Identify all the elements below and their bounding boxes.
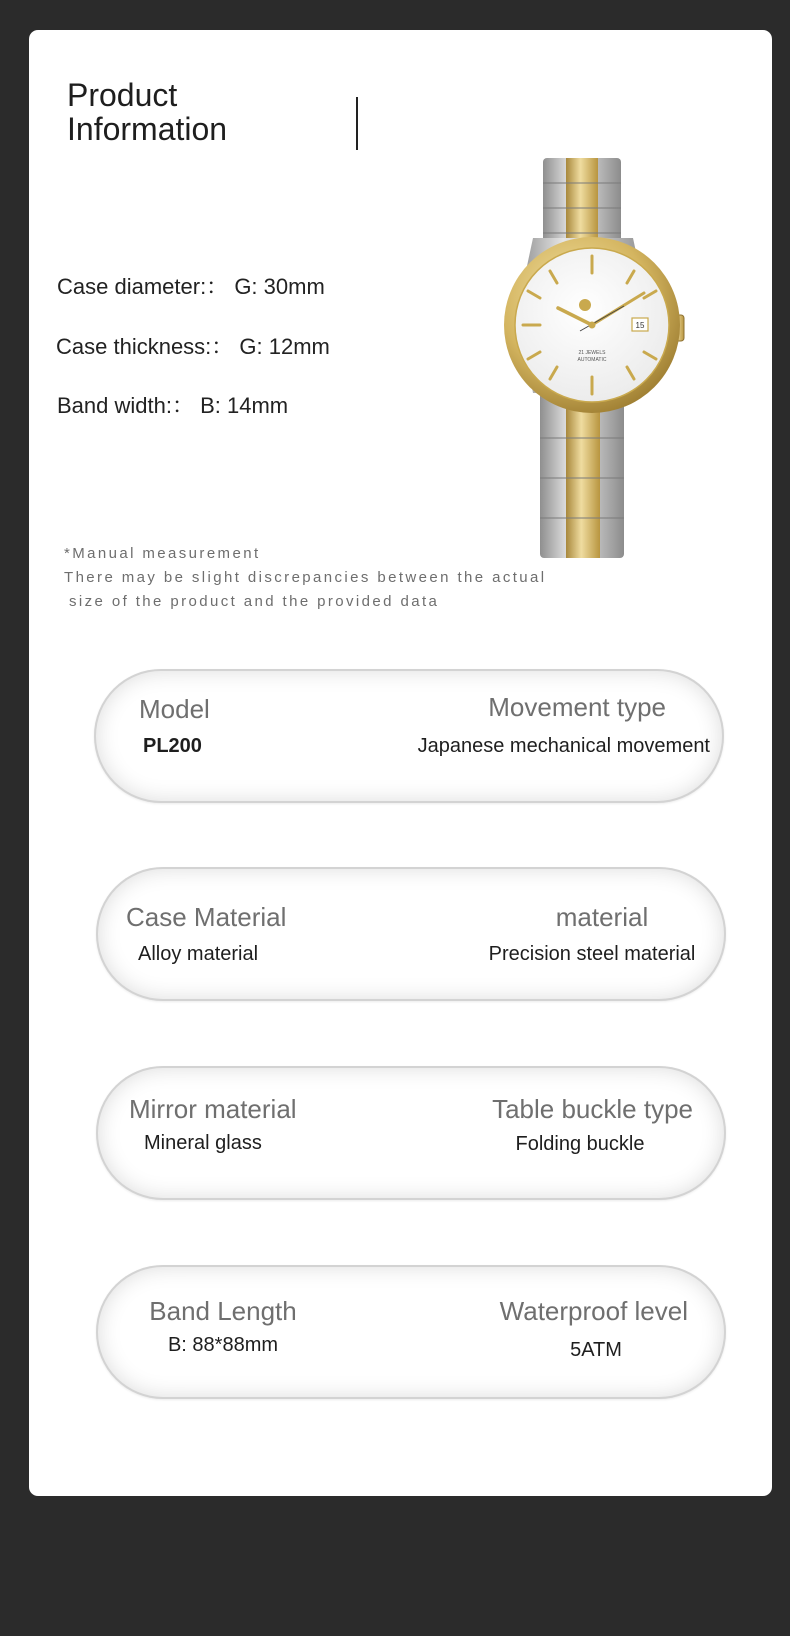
date-window-text: 15: [635, 321, 645, 330]
spec-row-model: [94, 669, 724, 803]
case-diameter-label: Case diameter:：: [57, 274, 229, 299]
case-diameter-spec: [57, 270, 325, 301]
band-width-value: B: 14mm: [200, 393, 289, 418]
spec-row-band-length: [96, 1265, 726, 1399]
note-line-3: size of the product and the provided data: [69, 593, 440, 610]
dial-text-automatic: AUTOMATIC: [577, 357, 607, 363]
case-material-label: Case Material: [126, 902, 287, 932]
case-thickness-value: G: 12mm: [239, 334, 330, 359]
band-width-spec: [57, 389, 288, 420]
watch-product-image: [488, 128, 728, 558]
case-diameter-value: G: 30mm: [234, 274, 325, 299]
mirror-material-label: Mirror material: [129, 1094, 297, 1124]
material-value: Precision steel material: [488, 943, 696, 965]
note-line-1: *Manual measurement: [64, 545, 261, 562]
case-thickness-spec: [56, 330, 330, 361]
case-thickness-label: Case thickness:：: [56, 334, 234, 359]
title-line-2: Information: [67, 111, 228, 147]
spec-row-mirror-material: [96, 1066, 726, 1200]
note-line-2: There may be slight discrepancies between the actual: [64, 569, 547, 586]
dial-text-jewels: 21 JEWELS: [578, 350, 606, 356]
title-line-1: Product: [67, 77, 178, 113]
title-divider: [356, 97, 358, 150]
movement-type-label: Movement type: [488, 692, 666, 722]
spec-row-case-material: [96, 867, 726, 1001]
buckle-type-value: Folding buckle: [515, 1133, 645, 1155]
brand-logo-icon: [579, 299, 591, 311]
page-title: [67, 78, 227, 146]
model-label: Model: [139, 694, 210, 724]
band-length-label: Band Length: [149, 1296, 297, 1326]
model-value: PL200: [143, 735, 202, 757]
waterproof-level-value: 5ATM: [570, 1339, 622, 1361]
waterproof-level-label: Waterproof level: [499, 1296, 688, 1326]
buckle-type-label: Table buckle type: [492, 1094, 693, 1124]
product-info-card: [29, 30, 772, 1496]
movement-type-value: Japanese mechanical movement: [417, 735, 710, 757]
case-material-value: Alloy material: [138, 943, 259, 965]
band-width-label: Band width:：: [57, 393, 194, 418]
mirror-material-value: Mineral glass: [144, 1132, 262, 1154]
band-length-value: B: 88*88mm: [167, 1334, 279, 1356]
material-label: material: [555, 902, 649, 932]
